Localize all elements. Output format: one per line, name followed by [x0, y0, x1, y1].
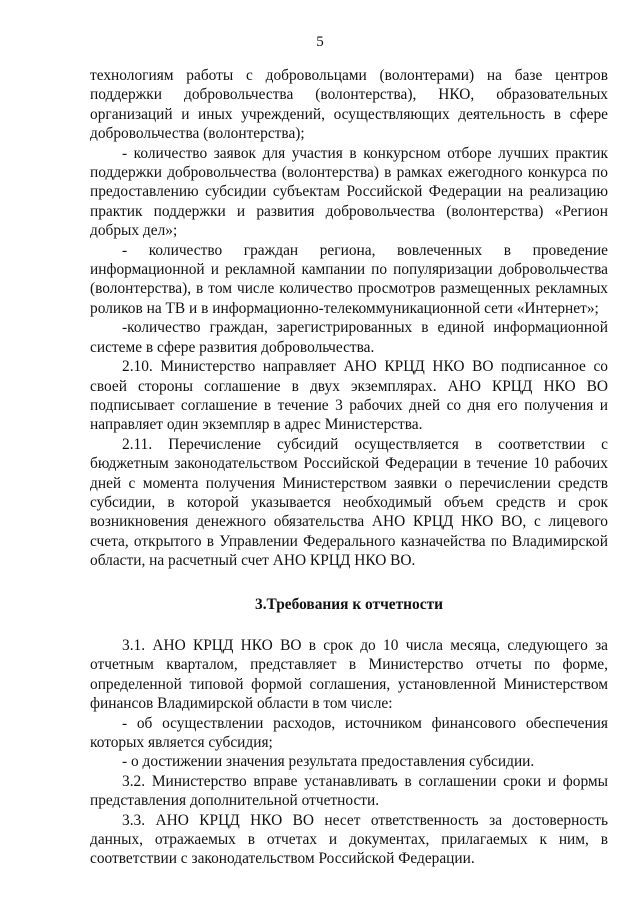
paragraph-3-1: 3.1. АНО КРЦД НКО ВО в срок до 10 числа месяца, следующего за отчетным кварталом, представляет в Министерство отчеты по форме, определенной типовой формой соглашения, установленной Министерством финансов Владимирской области в том числе:: [90, 636, 608, 713]
paragraph-expenses-report: - об осуществлении расходов, источником финансового обеспечения которых является субсидия;: [90, 714, 608, 751]
paragraph-applications-count: - количество заявок для участия в конкурсном отборе лучших практик поддержки добровольчества (волонтерства) в рамках ежегодного конкурса по предоставлению субсидии субъектам Российской Федерации на реализацию практик поддержки и развития добровольчества (волонтерства) «Регион добрых дел»;: [90, 144, 608, 240]
section-heading: 3.Требования к отчетности: [255, 595, 443, 613]
paragraph-result-report: - о достижении значения результата предоставления субсидии.: [122, 753, 535, 771]
document-body: [90, 66, 608, 869]
page-number: 5: [316, 34, 324, 50]
paragraph-citizens-registered: -количество граждан, зарегистрированных в единой информационной системе в сфере развития добровольчества.: [90, 319, 608, 356]
paragraph-continuation: технологиям работы с добровольцами (волонтерами) на базе центров поддержки добровольчества (волонтерства), НКО, образовательных организаций и иных учреждений, осуществляющих деятельность в сфере добровольчества (волонтерства);: [90, 67, 608, 143]
paragraph-3-2: 3.2. Министерство вправе устанавливать в соглашении сроки и формы представления дополнительной отчетности.: [90, 772, 608, 810]
paragraph-2-11: 2.11. Перечисление субсидий осуществляется в соответствии с бюджетным законодательством Российской Федерации в течение 10 рабочих дней с момента получения Министерством заявки о перечислении средств субсидии, в которой указывается необходимый объем средств и срок возникновения денежного обязательства АНО КРЦД НКО ВО, с лицевого счета, открытого в Управлении Федерального казначейства по Владимирской области, на расчетный счет АНО КРЦД НКО ВО.: [90, 435, 608, 570]
paragraph-3-3: 3.3. АНО КРЦД НКО ВО несет ответственность за достоверность данных, отражаемых в отчетах и документах, прилагаемых к ним, в соответствии с законодательством Российской Федерации.: [90, 811, 608, 868]
paragraph-2-10: 2.10. Министерство направляет АНО КРЦД НКО ВО подписанное со своей стороны соглашение в двух экземплярах. АНО КРЦД НКО ВО подписывает соглашение в течение 3 рабочих дней со дня его получения и направляет один экземпляр в адрес Министерства.: [90, 358, 608, 434]
paragraph-citizens-involved: - количество граждан региона, вовлеченных в проведение информационной и рекламной кампании по популяризации добровольчества (волонтерства), в том числе количество просмотров размещенных рекламных роликов на ТВ и в информационно-телекоммуникационной сети «Интернет»;: [90, 241, 608, 317]
